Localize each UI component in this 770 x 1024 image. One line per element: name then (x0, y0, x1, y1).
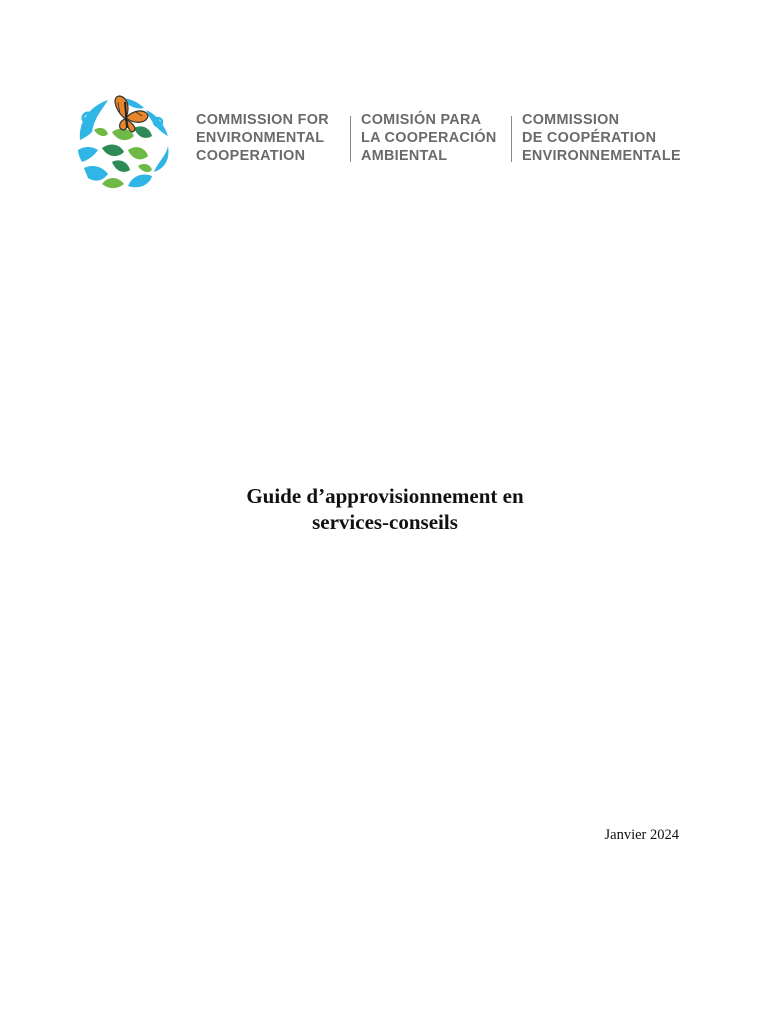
org-name-line: LA COOPERACIÓN (361, 130, 497, 146)
org-name-line: COMMISSION FOR (196, 112, 329, 128)
org-name-line: COMMISSION (522, 112, 620, 128)
title-line: Guide d’approvisionnement en (246, 484, 524, 508)
document-title (0, 483, 770, 535)
org-name-line: COOPERATION (196, 148, 306, 164)
org-name-line: DE COOPÉRATION (522, 130, 657, 146)
document-date: Janvier 2024 (604, 827, 679, 843)
org-name-line: ENVIRONMENTAL (196, 130, 325, 146)
cec-emblem-butterfly-icon (72, 92, 188, 192)
org-name-spanish (361, 111, 497, 165)
org-name-english (196, 111, 329, 165)
org-name-french (522, 111, 681, 165)
logo-divider (511, 116, 512, 162)
logo-divider (350, 116, 351, 162)
org-name-line: COMISIÓN PARA (361, 112, 482, 128)
org-name-line: ENVIRONNEMENTALE (522, 148, 681, 164)
title-line: services-conseils (312, 510, 458, 534)
org-name-line: AMBIENTAL (361, 148, 448, 164)
